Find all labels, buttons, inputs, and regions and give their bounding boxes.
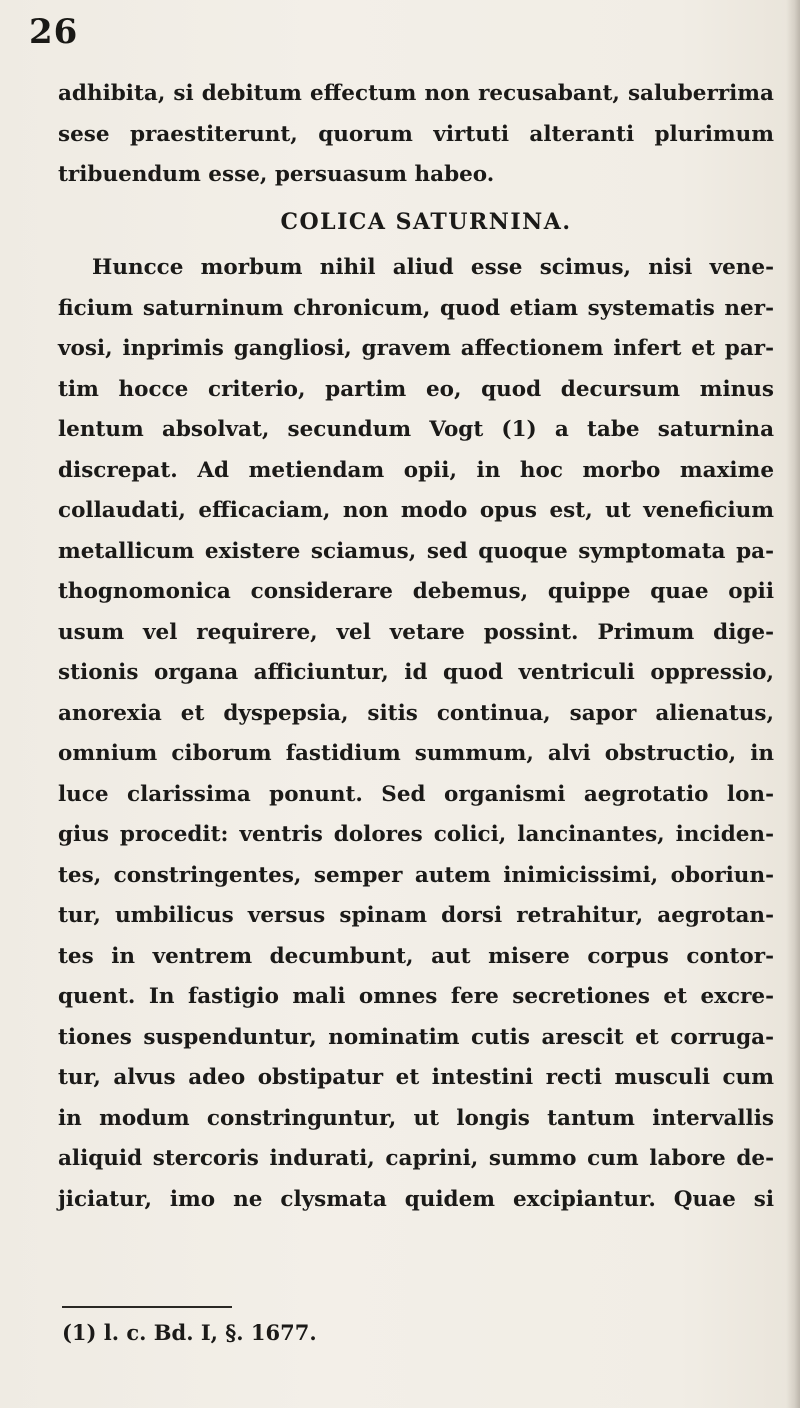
text-line: metallicum existere sciamus, sed quoque symptomata pa-	[58, 538, 774, 564]
text-line: lentum absolvat, secundum Vogt (1) a tabe saturnina	[58, 417, 774, 442]
text-block	[58, 74, 774, 1220]
page-edge-shadow	[786, 0, 800, 1408]
text-line: thognomonica considerare debemus, quippe quae opii	[58, 579, 774, 604]
text-line: tim hocce criterio, partim eo, quod decursum minus	[58, 376, 774, 402]
text-line: tribuendum esse, persuasum habeo.	[58, 162, 495, 187]
text-line: quent. In fastigio mali omnes fere secretiones et excre-	[58, 984, 774, 1009]
text-line: discrepat. Ad metiendam opii, in hoc morbo maxime	[58, 457, 774, 483]
text-line: tiones suspenduntur, nominatim cutis arescit et corruga-	[58, 1024, 774, 1050]
text-line: jiciatur, imo ne clysmata quidem excipiantur. Quae si	[58, 1186, 774, 1212]
text-line: in modum constringuntur, ut longis tantum intervallis	[58, 1105, 774, 1131]
section-heading: COLICA SATURNINA.	[280, 208, 572, 235]
text-line: Huncce morbum nihil aliud esse scimus, nisi vene-	[92, 255, 774, 280]
text-line: gius procedit: ventris dolores colici, lancinantes, inciden-	[58, 822, 774, 847]
body-paragraph	[58, 248, 774, 1220]
text-line: tur, umbilicus versus spinam dorsi retrahitur, aegrotan-	[58, 903, 774, 928]
text-line: ficium saturninum chronicum, quod etiam systematis ner-	[58, 295, 774, 321]
text-line: usum vel requirere, vel vetare possint. Primum dige-	[58, 619, 774, 645]
intro-paragraph	[58, 74, 774, 196]
text-line: aliquid stercoris indurati, caprini, summo cum labore de-	[58, 1146, 774, 1171]
footnote: (1) l. c. Bd. I, §. 1677.	[62, 1320, 317, 1345]
text-line: luce clarissima ponunt. Sed organismi aegrotatio lon-	[58, 781, 774, 807]
text-line: tes, constringentes, semper autem inimicissimi, oboriun-	[58, 862, 774, 888]
text-line: tes in ventrem decumbunt, aut misere corpus contor-	[58, 943, 774, 969]
text-line: collaudati, efficaciam, non modo opus est, ut veneficium	[58, 498, 774, 523]
text-line: omnium ciborum fastidium summum, alvi obstructio, in	[58, 741, 774, 766]
text-line: adhibita, si debitum effectum non recusabant, saluberrima	[58, 81, 774, 106]
text-line: sese praestiterunt, quorum virtuti alteranti plurimum	[58, 121, 774, 147]
text-line: anorexia et dyspepsia, sitis continua, sapor alienatus,	[58, 700, 774, 726]
text-line: vosi, inprimis gangliosi, gravem affectionem infert et par-	[58, 336, 774, 361]
footnote-rule	[62, 1306, 232, 1308]
page-number: 26	[29, 12, 79, 52]
text-line: stionis organa afficiuntur, id quod ventriculi oppressio,	[58, 660, 774, 685]
text-line: tur, alvus adeo obstipatur et intestini recti musculi cum	[58, 1065, 774, 1090]
